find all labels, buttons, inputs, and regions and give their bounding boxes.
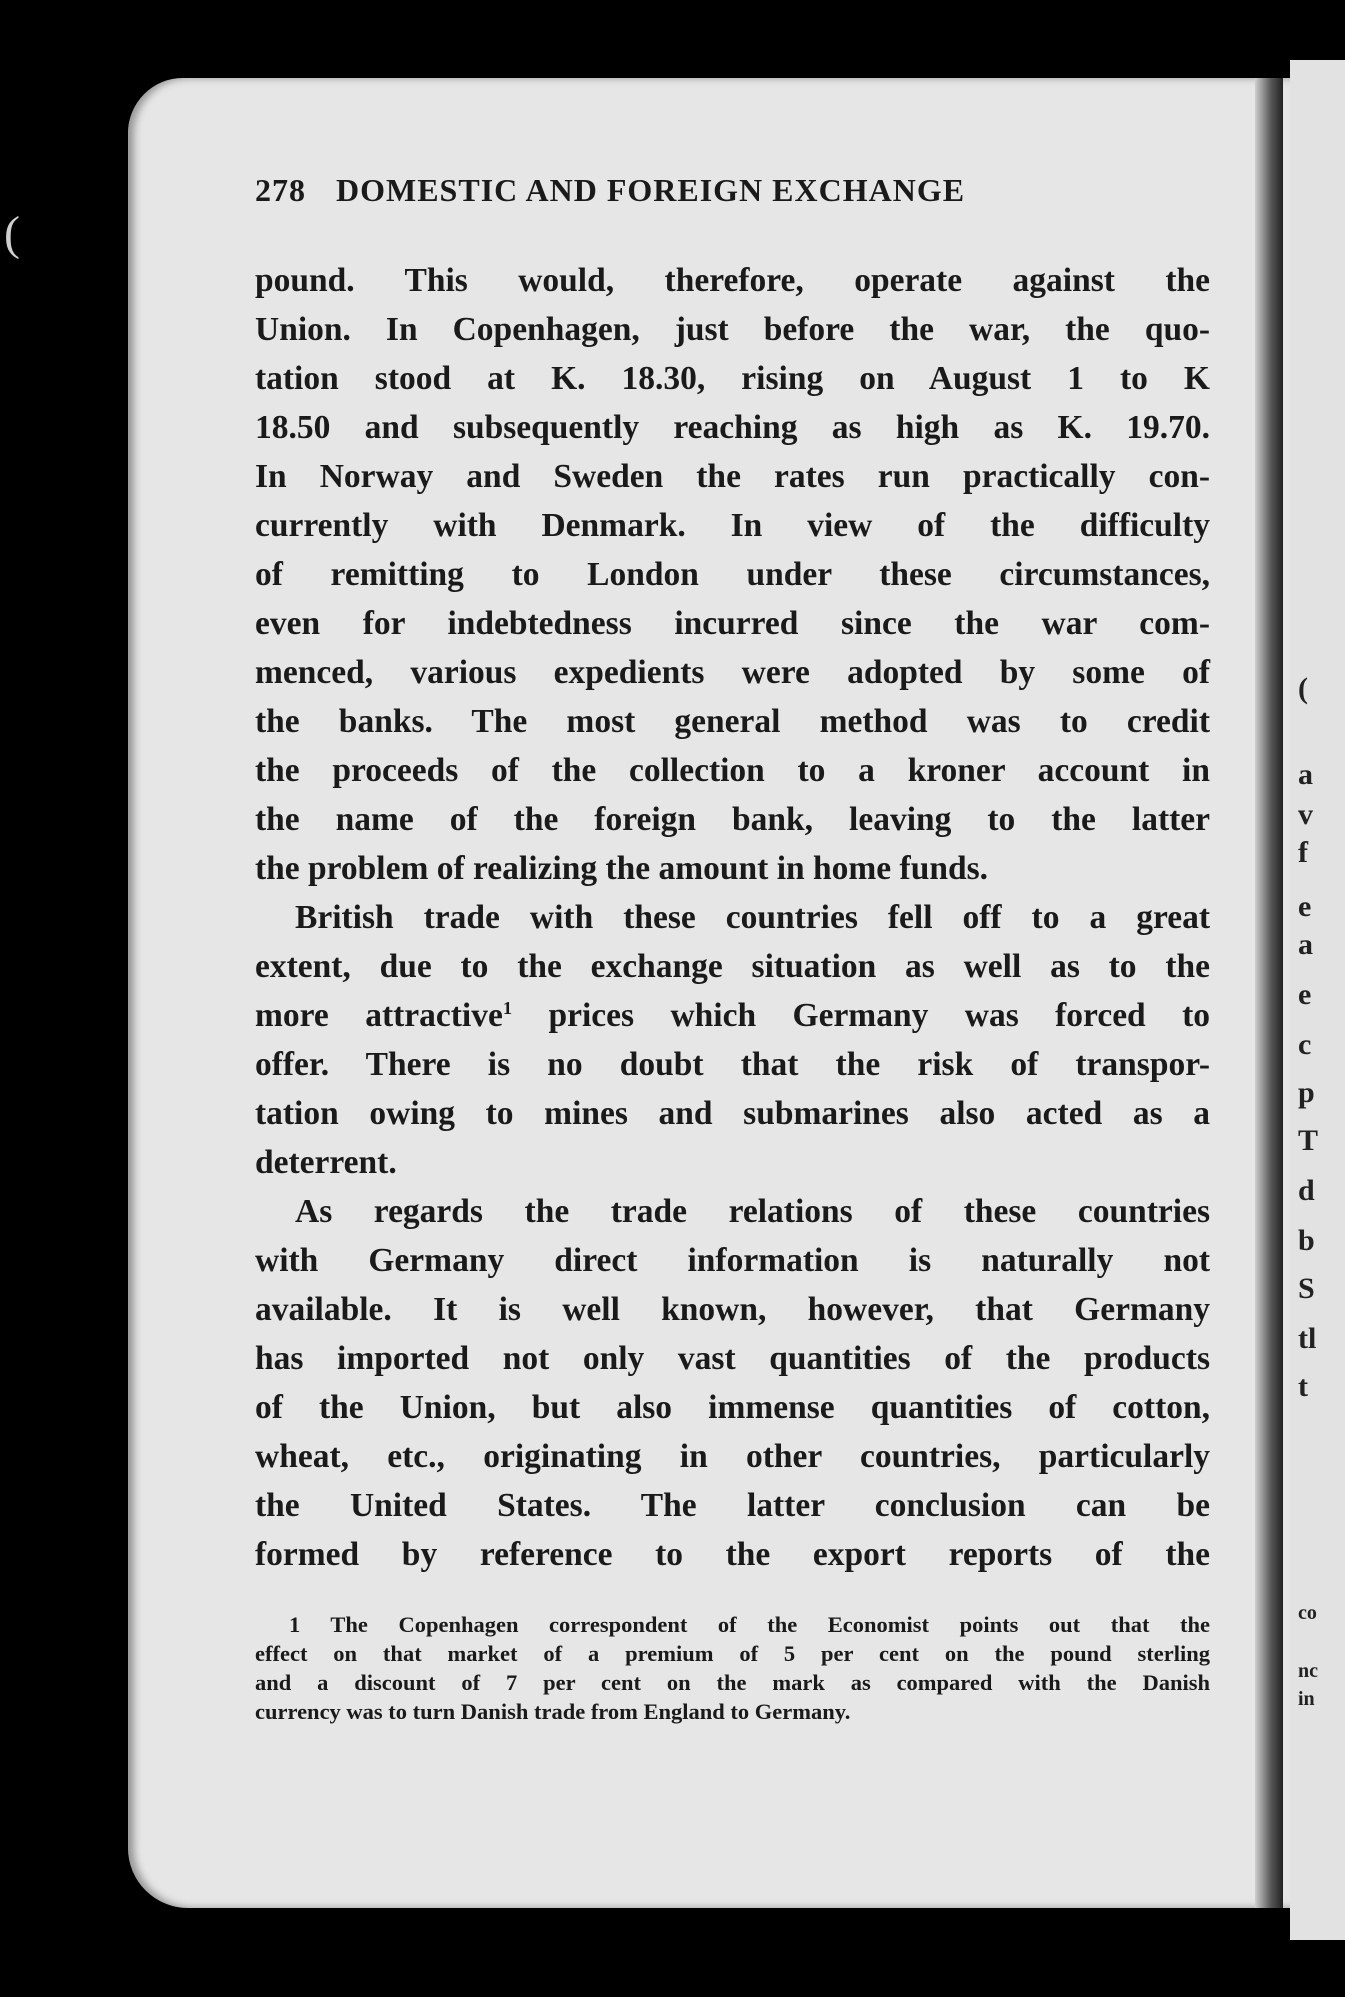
text-line: tation stood at K. 18.30, rising on August 1 to K bbox=[255, 360, 1210, 397]
text-line: the proceeds of the collection to a kroner account in bbox=[255, 752, 1210, 789]
facing-page-fragment: d bbox=[1298, 1174, 1315, 1207]
text-line: extent, due to the exchange situation as well as to the bbox=[255, 948, 1210, 985]
text-line: has imported not only vast quantities of the products bbox=[255, 1340, 1210, 1377]
text-line: pound. This would, therefore, operate against the bbox=[255, 262, 1210, 299]
facing-page-fragment: f bbox=[1298, 836, 1308, 869]
footnote-line: and a discount of 7 per cent on the mark as compared with the Danish bbox=[255, 1670, 1210, 1695]
text-line-with-footnote-ref bbox=[255, 991, 1210, 1040]
footnote-line: currency was to turn Danish trade from England to Germany. bbox=[255, 1699, 851, 1724]
facing-page-edge bbox=[1290, 60, 1345, 1940]
text-line: the United States. The latter conclusion can be bbox=[255, 1487, 1210, 1524]
text-line: available. It is well known, however, that Germany bbox=[255, 1291, 1210, 1328]
facing-page-fragment: v bbox=[1298, 798, 1313, 831]
text-line: menced, various expedients were adopted by some of bbox=[255, 654, 1210, 691]
text-line: of the Union, but also immense quantities of cotton, bbox=[255, 1389, 1210, 1426]
text-line: In Norway and Sweden the rates run practically con- bbox=[255, 458, 1210, 495]
facing-page-fragment: nc bbox=[1298, 1660, 1318, 1682]
left-edge-mark: ( bbox=[4, 207, 20, 260]
footnote-line bbox=[255, 1610, 1210, 1639]
facing-page-fragment: e bbox=[1298, 890, 1312, 923]
facing-page-fragment: b bbox=[1298, 1224, 1315, 1257]
text-line: with Germany direct information is naturally not bbox=[255, 1242, 1210, 1279]
text-line: even for indebtedness incurred since the war com- bbox=[255, 605, 1210, 642]
text-line: currently with Denmark. In view of the difficulty bbox=[255, 507, 1210, 544]
running-title: DOMESTIC AND FOREIGN EXCHANGE bbox=[336, 172, 966, 208]
facing-page-fragment: t bbox=[1298, 1370, 1308, 1403]
facing-page-fragment: ( bbox=[1298, 672, 1308, 705]
facing-page-fragment: T bbox=[1298, 1124, 1319, 1157]
running-header bbox=[255, 172, 1115, 209]
facing-page-fragment: in bbox=[1298, 1688, 1315, 1710]
text-line: the banks. The most general method was to credit bbox=[255, 703, 1210, 740]
text-line: wheat, etc., originating in other countries, particularly bbox=[255, 1438, 1210, 1475]
book-gutter bbox=[1255, 78, 1283, 1908]
text-line: deterrent. bbox=[255, 1144, 397, 1181]
footnote-line: effect on that market of a premium of 5 per cent on the pound sterling bbox=[255, 1641, 1210, 1666]
footnote-reference[interactable]: 1 bbox=[502, 997, 513, 1018]
facing-page-fragment: a bbox=[1298, 758, 1313, 791]
page-number: 278 bbox=[255, 172, 306, 208]
facing-page-fragment: co bbox=[1298, 1602, 1317, 1624]
footnote-text: The Copenhagen correspondent of the Economist points out that the bbox=[330, 1612, 1211, 1637]
footnote-marker: 1 bbox=[289, 1612, 301, 1637]
text-line: formed by reference to the export reports of the bbox=[255, 1536, 1210, 1573]
body-text bbox=[255, 256, 1210, 1579]
text-line: As regards the trade relations of these countries bbox=[295, 1193, 1210, 1230]
footnote bbox=[255, 1610, 1210, 1726]
facing-page-fragment: tl bbox=[1298, 1322, 1317, 1355]
text-line: Union. In Copenhagen, just before the war, the quo- bbox=[255, 311, 1210, 348]
text-fragment: more attractive bbox=[255, 997, 503, 1034]
facing-page-fragment: p bbox=[1298, 1076, 1315, 1109]
facing-page-fragment: S bbox=[1298, 1272, 1315, 1305]
text-line: offer. There is no doubt that the risk of transpor- bbox=[255, 1046, 1210, 1083]
text-line: of remitting to London under these circumstances, bbox=[255, 556, 1210, 593]
facing-page-fragment: e bbox=[1298, 978, 1312, 1011]
facing-page-fragment: a bbox=[1298, 928, 1313, 961]
text-line: 18.50 and subsequently reaching as high as K. 19.70. bbox=[255, 409, 1210, 446]
text-line: tation owing to mines and submarines also acted as a bbox=[255, 1095, 1210, 1132]
text-line: British trade with these countries fell off to a great bbox=[295, 899, 1210, 936]
text-fragment: prices which Germany was forced to bbox=[548, 997, 1211, 1034]
text-line: the name of the foreign bank, leaving to the latter bbox=[255, 801, 1210, 838]
facing-page-fragment: c bbox=[1298, 1028, 1312, 1061]
text-line: the problem of realizing the amount in home funds. bbox=[255, 850, 989, 887]
